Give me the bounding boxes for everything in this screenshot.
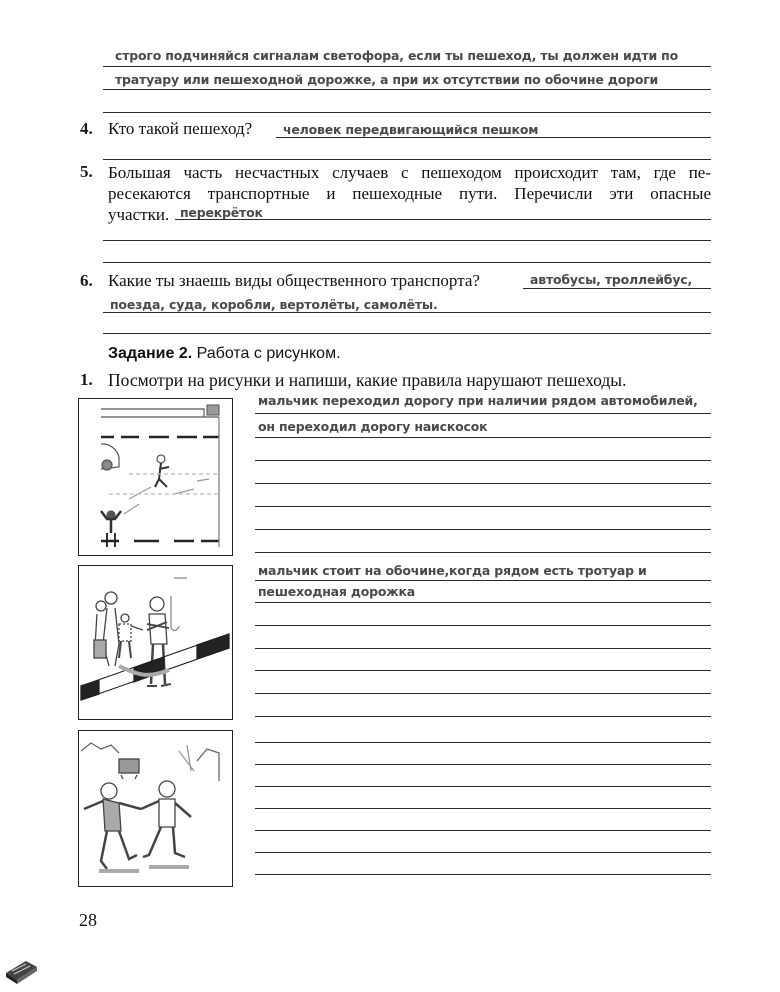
answer-rule: [175, 219, 711, 220]
answer-rule: [103, 112, 711, 113]
answer-rule: [255, 506, 711, 507]
answer-rule: [103, 262, 711, 263]
answer-rule: [255, 413, 711, 414]
question-5-answer: перекрёток: [180, 205, 263, 220]
answer-rule: [255, 830, 711, 831]
question-6-text: Какие ты знаешь виды общественного транспорта?: [108, 271, 480, 290]
eraser-logo-icon: [4, 955, 38, 985]
answer-rule: [103, 333, 711, 334]
question-5-text-line-2: ресекаются транспортные и пешеходные пути. Перечисли эти опасные: [108, 184, 711, 203]
question-4-number: 4.: [80, 119, 93, 138]
answer-rule: [255, 742, 711, 743]
answer-rule: [255, 460, 711, 461]
question-6-number: 6.: [80, 271, 93, 290]
question-5-text-line-1: Большая часть несчастных случаев с пешеходом происходит там, где пе-: [108, 163, 711, 182]
question-4-text: Кто такой пешеход?: [108, 119, 253, 138]
question-4-answer: человек передвигающийся пешком: [283, 122, 539, 137]
answer-rule: [255, 716, 711, 717]
question-5-number: 5.: [80, 162, 93, 181]
task-2-title-rest: Работа с рисунком.: [196, 345, 341, 362]
answer-rule: [103, 89, 711, 90]
picture-1-answer-line-2: он переходил дорогу наискосок: [258, 419, 488, 434]
pedestrian-crossing-illustration-icon: [79, 399, 231, 554]
answer-rule: [255, 764, 711, 765]
answer-rule: [103, 159, 711, 160]
task-2-title-bold: Задание 2.: [108, 345, 193, 362]
picture-1-answer-line-1: мальчик переходил дорогу при наличии рядом автомобилей,: [258, 393, 698, 408]
answer-rule: [255, 625, 711, 626]
answer-rule: [103, 66, 711, 67]
task-2-question-1-number: 1.: [80, 370, 93, 389]
task-2-title: [108, 345, 341, 363]
boys-on-road-illustration-icon: [79, 731, 231, 885]
answer-rule: [255, 580, 711, 581]
picture-2-answer-line-1: мальчик стоит на обочине,когда рядом есть тротуар и: [258, 563, 647, 578]
answer-rule: [103, 312, 711, 313]
picture-2-frame: [78, 565, 233, 720]
answer-rule: [255, 602, 711, 603]
question-6-answer-line-2: поезда, суда, коробли, вертолёты, самолёты.: [110, 297, 438, 312]
roadside-pedestrians-illustration-icon: [79, 566, 231, 718]
top-answer-line-1: строго подчиняйся сигналам светофора, если ты пешеход, ты должен идти по: [115, 48, 679, 63]
task-2-question-1-text: Посмотри на рисунки и напиши, какие правила нарушают пешеходы.: [108, 370, 627, 390]
answer-rule: [255, 437, 711, 438]
answer-rule: [255, 786, 711, 787]
answer-rule: [255, 693, 711, 694]
picture-3-frame: [78, 730, 233, 887]
answer-rule: [255, 648, 711, 649]
answer-rule: [103, 240, 711, 241]
answer-rule: [255, 529, 711, 530]
answer-rule: [523, 288, 711, 289]
answer-rule: [255, 852, 711, 853]
picture-2-answer-line-2: пешеходная дорожка: [258, 584, 416, 599]
answer-rule: [255, 670, 711, 671]
page-number: 28: [79, 910, 97, 930]
answer-rule: [255, 552, 711, 553]
answer-rule: [255, 874, 711, 875]
question-6-answer-line-1: автобусы, троллейбус,: [530, 272, 693, 287]
answer-rule: [255, 483, 711, 484]
answer-rule: [276, 137, 711, 138]
answer-rule: [255, 808, 711, 809]
top-answer-line-2: тратуару или пешеходной дорожке, а при их отсутствии по обочине дороги: [115, 72, 659, 87]
question-5-text-line-3: участки.: [108, 205, 170, 224]
picture-1-frame: [78, 398, 233, 556]
